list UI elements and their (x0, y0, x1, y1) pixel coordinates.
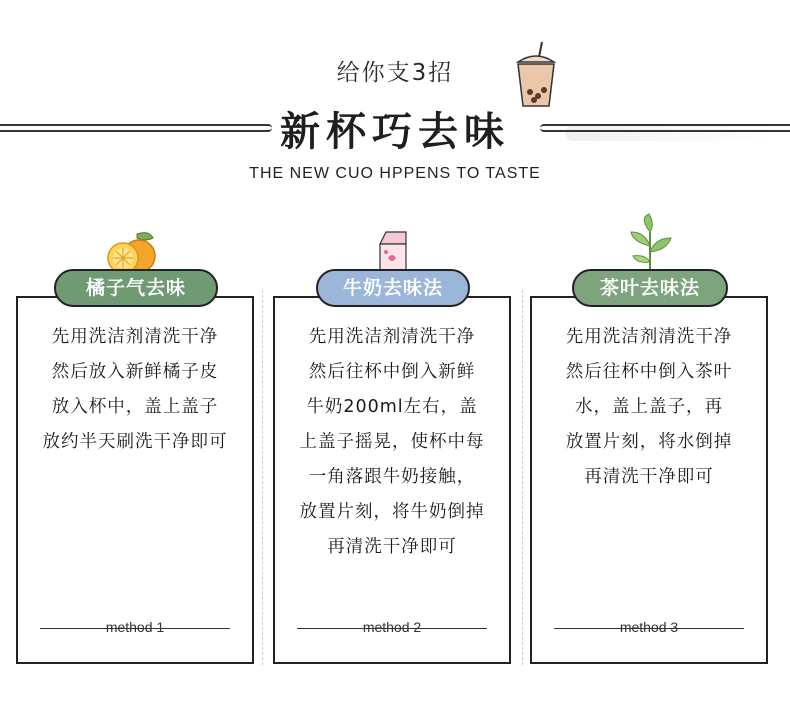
right-divider (540, 124, 790, 132)
method-label: method 1 (105, 619, 165, 635)
method-card-milk (273, 296, 511, 664)
separator (262, 290, 263, 665)
tagline: THE NEW CUO HPPENS TO TASTE (249, 165, 541, 182)
card-instructions: 先用洗洁剂清洗干净 然后放入新鲜橘子皮 放入杯中，盖上盖子 放约半天刷洗干净即可 (42, 327, 228, 452)
method-label: method 2 (362, 619, 422, 635)
separator (522, 290, 523, 665)
method-footer (554, 620, 744, 636)
card-instructions: 先用洗洁剂清洗干净 然后往杯中倒入茶叶 水，盖上盖子，再 放置片刻，将水倒掉 再清洗干净即可 (565, 327, 733, 487)
card-instructions: 先用洗洁剂清洗干净 然后往杯中倒入新鲜 牛奶200ml左右，盖 上盖子摇晃，使杯中每 一角落跟牛奶接触， 放置片刻，将牛奶倒掉 再清洗干净即可 (299, 327, 485, 557)
method-card-orange (16, 296, 254, 664)
tea-leaf-icon (625, 212, 675, 274)
subtitle: 给你支3招 (336, 60, 454, 86)
title-row (0, 100, 790, 156)
tag-milk: 牛奶去味法 (316, 269, 470, 307)
page-title: 新杯巧去味 (280, 109, 510, 155)
method-card-tea (530, 296, 768, 664)
tag-orange-peel: 橘子气去味 (54, 269, 218, 307)
method-footer (40, 620, 230, 636)
method-label: method 3 (619, 619, 679, 635)
tag-tea: 茶叶去味法 (572, 269, 728, 307)
method-footer (297, 620, 487, 636)
